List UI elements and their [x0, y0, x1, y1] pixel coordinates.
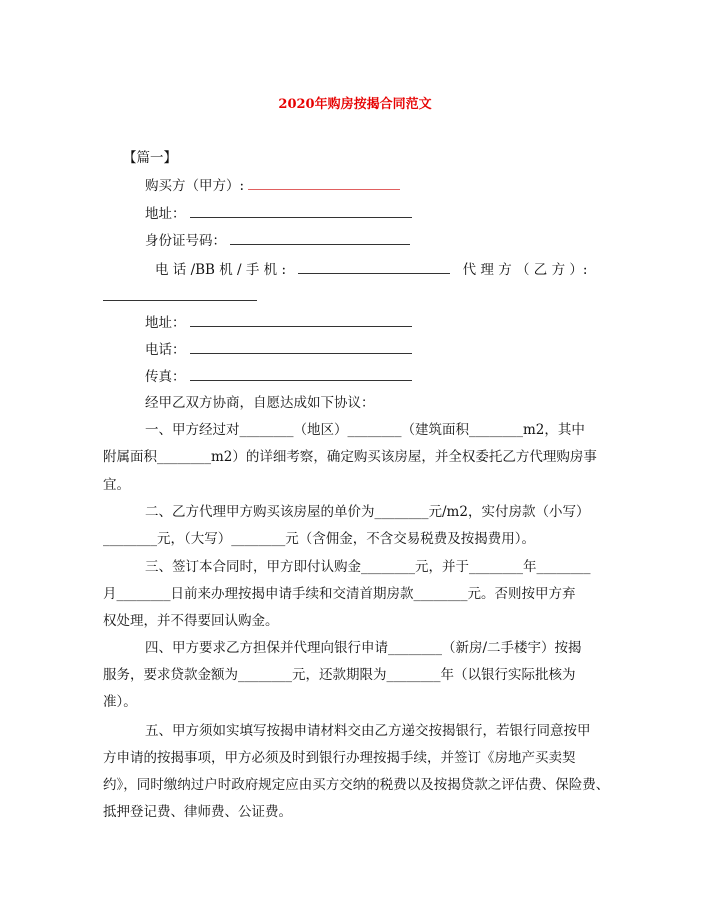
clause-3-line-2: 月________日前来办理按揭申请手续和交清首期房款________元。否则按甲方弃	[103, 586, 576, 602]
clause-5-line-2: 方申请的按揭事项，甲方必须及时到银行办理按揭手续，并签订《房地产买卖契	[103, 750, 576, 766]
address2-label: 地址：	[145, 315, 186, 331]
clause-3-line-3: 权处理，并不得要回认购金。	[103, 613, 279, 629]
phone-blank	[298, 259, 450, 274]
clause-4-line-3: 准）。	[103, 694, 137, 710]
id-line	[145, 230, 410, 251]
buyer-line	[145, 175, 400, 196]
fax-blank	[190, 366, 412, 381]
clause-5-line-1: 五、甲方须如实填写按揭申请材料交由乙方递交按揭银行，若银行同意按甲	[145, 723, 591, 739]
intro-text: 经甲乙双方协商，自愿达成如下协议：	[145, 395, 375, 411]
clause-5-line-3: 约》，同时缴纳过户时政府规定应由买方交纳的税费以及按揭贷款之评估费、保险费、	[103, 777, 610, 793]
clause-1-line-1: 一、甲方经过对________（地区）________（建筑面积________m2，其中	[145, 422, 585, 438]
address-label: 地址：	[145, 206, 186, 222]
clause-2-line-1: 二、乙方代理甲方购买该房屋的单价为________元/m2，实付房款（小写）	[145, 504, 590, 520]
buyer-label: 购买方（甲方）:	[145, 178, 245, 194]
address-blank	[190, 203, 412, 218]
phone-label: 电 话 /BB 机 / 手 机 :	[155, 262, 287, 278]
buyer-blank	[248, 175, 400, 190]
fax-label: 传真：	[145, 369, 186, 385]
phone2-blank	[190, 339, 412, 354]
address-line	[145, 203, 412, 224]
clause-1-line-3: 宜。	[103, 477, 130, 493]
address2-line	[145, 312, 412, 333]
fax-line	[145, 366, 412, 387]
clause-2-line-2: ________元，（大写）________元（含佣金，不含交易税费及按揭费用）。	[103, 531, 535, 547]
clause-3-line-1: 三、签订本合同时，甲方即付认购金________元，并于________年________	[145, 559, 591, 575]
phone2-label: 电话：	[145, 342, 186, 358]
id-label: 身份证号码：	[145, 233, 226, 249]
clause-1-line-2: 附属面积________m2）的详细考察，确定购买该房屋，并全权委托乙方代理购房事	[103, 449, 597, 465]
agent-label: 代 理 方 （ 乙 方 ）:	[462, 262, 588, 278]
clause-4-line-2: 服务，要求贷款金额为________元，还款期限为________年（以银行实际批核为	[103, 667, 576, 683]
id-blank	[230, 230, 410, 245]
address2-blank	[190, 312, 412, 327]
phone-agent-line	[155, 259, 607, 280]
phone2-line	[145, 339, 412, 360]
clause-5-line-4: 抵押登记费、律师费、公证费。	[103, 804, 292, 820]
document-title: 2020年购房按揭合同范文	[278, 97, 432, 112]
agent-blank	[103, 286, 257, 301]
clause-4-line-1: 四、甲方要求乙方担保并代理向银行申请________（新房/二手楼宇）按揭	[145, 640, 582, 656]
section-heading: 【篇一】	[123, 150, 177, 166]
agent-blank-line	[103, 286, 257, 307]
